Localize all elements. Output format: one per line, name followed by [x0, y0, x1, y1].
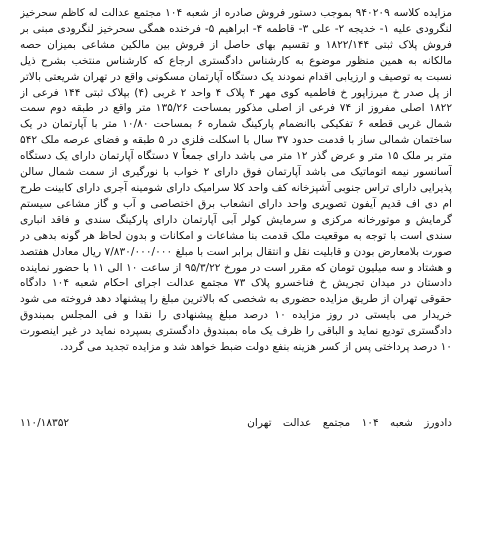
notice-footer: [20, 413, 452, 433]
auction-notice-text: [20, 6, 452, 416]
court-signature: دادورز شعبه ۱۰۴ مجتمع عدالت تهران: [247, 417, 452, 429]
notice-body: مزایده کلاسه ۹۴۰۲۰۹ بموجب دستور فروش صادره از شعبه ۱۰۴ مجتمع عدالت له کاظم سحرخیز لنگرودی علیه ۱- خدیجه ۲- علی ۳- قاطمه ۴- ابراهیم ۵- فرخنده همگی سحرخیز لنگرودی مبنی بر فروش پلاک ثبتی ۱۸۲۲/۱۴۴ و تقسیم بهای حاصل از فروش بین مالکین مشاعی بمیزان حصه مالکانه به همین منظور موضوع به کارشناس دادگستری ارجاع که کارشناس منتخب بشرح ذیل نسبت به توصیف و ارزیابی اقدام نمودند یک دستگاه آپارتمان مسکونی واقع در تهران شریعتی بالاتر از پل صدر خ میرزاپور خ فاطمیه کوی مهر ۴ پلاک ۴ واحد ۲ غربی (۴) بپلاک ثبتی ۱۴۴ فرعی از ۱۸۲۲ اصلی مفروز از ۷۴ فرعی از اصلی مذکور بمساحت ۱۳۵/۲۶ متر واقع در طبقه دوم سمت شمال غربی قطعه ۶ تفکیکی باانضمام پارکینگ شماره ۶ بمساحت ۱۰/۸۰ متر با آپارتمان در یک ساختمان شمالی ساز با قدمت حدود ۳۷ سال با اسکلت فلزی در ۵ طبقه و فضای عرصه ملک ۵۴۲ متر بر ملک ۱۵ متر و عرض گذر ۱۲ متر می باشد دارای جمعاً ۷ دستگاه آپارتمان دارای یک دستگاه آسانسور نیمه اتوماتیک می باشد آپارتمان فوق دارای ۲ خواب با نورگیری از سمت شمال سالن پذیرایی دارای تراس جنوبی آشپزخانه کف واحد کلا سرامیک دارای شومینه آجری دارای کابینت طرح ام دی اف قدیم آیفون تصویری واحد دارای انشعاب برق اختصاصی و آب و گاز مشاعی سیستم گرمایش و موتورخانه مرکزی و سرمایش کولر آبی آپارتمان دارای پارکینگ سندی و فاقد انباری سندی است با توجه به موقعیت ملک قدمت بنا مشاعات و امکانات و بدون لحاظ هر گونه بدهی در صورت بلامعارض بودن و قابلیت نقل و انتقال برابر است با مبلغ ۷/۸۳۰/۰۰۰/۰۰۰ ریال معادل هفتصد و هشتاد و سه میلیون تومان که مقرر است در مورخ ۹۵/۳/۲۲ از ساعت ۱۰ الی ۱۱ با حضور نماینده دادستان در میدان تجریش خ فناخسرو پلاک ۷۳ مجتمع عدالت اجرای احکام شعبه ۱۰۴ دادگاه حقوقی تهران از طریق مزایده حضوری به شخصی که بالاترین مبلغ را پیشنهاد دهد فروخته می شود خریدار می بایستی در روز مزایده ۱۰ درصد مبلغ پیشنهادی را نقدا و فی المجلس بمبندوق دادگستری تودیع نماید و الباقی را ظرف یک ماه بمبندوق دادگستری بسپرده نماید در غیر اینصورت ۱۰ درصد پرداختی پس از کسر هزینه بنفع دولت ضبط خواهد شد و مزایده تجدید می گردد.: [20, 7, 452, 354]
notice-number: ۱۱۰/۱۸۳۵۲: [20, 417, 70, 429]
